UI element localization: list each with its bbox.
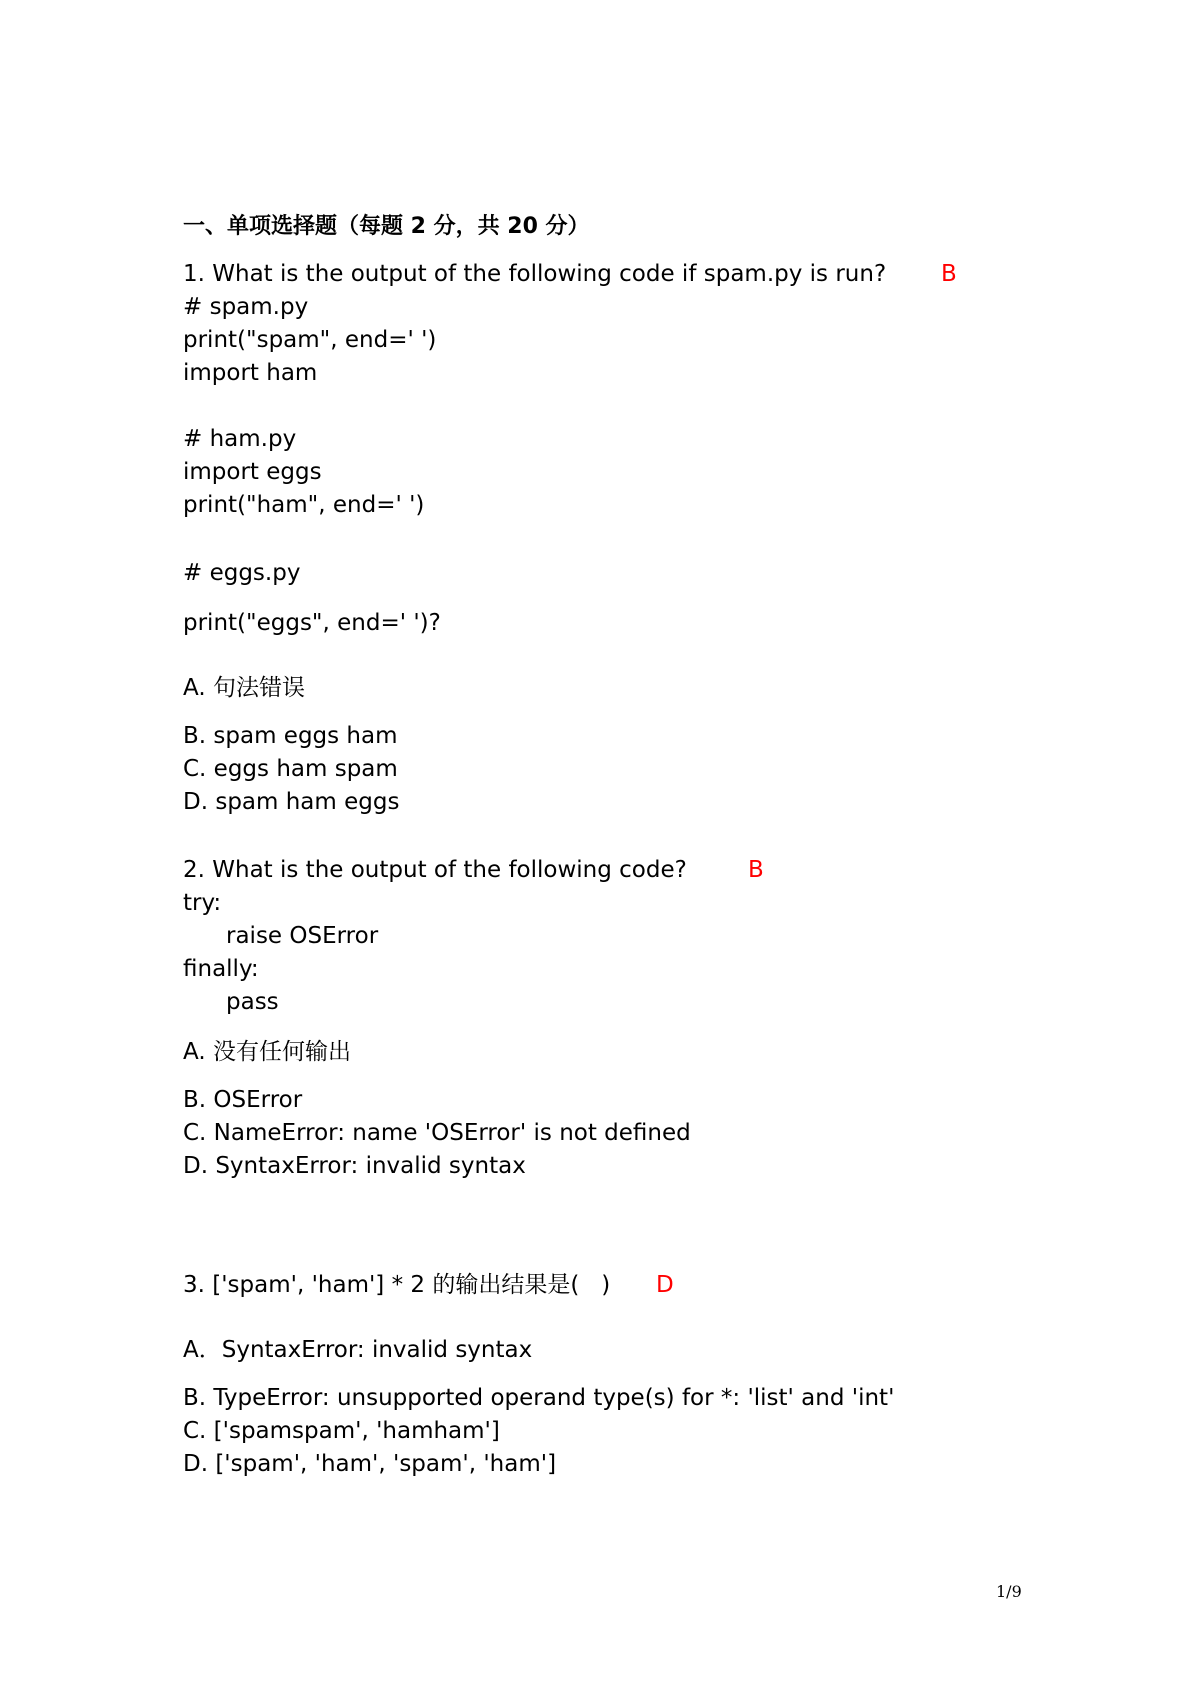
section-title: 一、单项选择题（每题 2 分，共 20 分） <box>183 214 590 239</box>
question-2-option-a: A. 没有任何输出 <box>183 1039 351 1065</box>
question-1-code-line: import ham <box>183 360 318 386</box>
question-2-prompt: 2. What is the output of the following code? <box>183 857 687 883</box>
question-1-option-c: C. eggs ham spam <box>183 756 398 782</box>
question-3-prompt: 3. ['spam', 'ham'] * 2 的输出结果是( ) <box>183 1272 611 1298</box>
question-2-answer: B <box>748 857 764 883</box>
question-2-code-line: pass <box>226 989 279 1015</box>
question-1-answer: B <box>941 261 957 287</box>
question-1-code-line: # spam.py <box>183 294 309 320</box>
question-1-prompt: 1. What is the output of the following code if spam.py is run? <box>183 261 887 287</box>
question-2-option-c: C. NameError: name 'OSError' is not defined <box>183 1120 691 1146</box>
question-3-option-c: C. ['spamspam', 'hamham'] <box>183 1418 500 1444</box>
question-3-option-b: B. TypeError: unsupported operand type(s) for *: 'list' and 'int' <box>183 1385 895 1411</box>
question-1-option-b: B. spam eggs ham <box>183 723 398 749</box>
question-2-code-line: try: <box>183 890 222 916</box>
question-2-code-line: finally: <box>183 956 259 982</box>
question-1-code-line: # eggs.py <box>183 560 301 586</box>
question-3-option-d: D. ['spam', 'ham', 'spam', 'ham'] <box>183 1451 557 1477</box>
question-3-option-a: A．SyntaxError: invalid syntax <box>183 1337 533 1363</box>
question-1-code-line: print("ham", end=' ') <box>183 492 425 518</box>
question-3-answer: D <box>656 1272 674 1298</box>
question-1-code-line: print("eggs", end=' ')? <box>183 610 441 636</box>
page-number: 1/9 <box>996 1582 1022 1601</box>
question-1-option-a: A. 句法错误 <box>183 675 305 701</box>
question-1-option-d: D. spam ham eggs <box>183 789 400 815</box>
question-1-code-line: # ham.py <box>183 426 297 452</box>
question-1-code-line: import eggs <box>183 459 322 485</box>
question-1-code-line: print("spam", end=' ') <box>183 327 437 353</box>
question-2-option-b: B. OSError <box>183 1087 303 1113</box>
question-2-option-d: D. SyntaxError: invalid syntax <box>183 1153 526 1179</box>
question-2-code-line: raise OSError <box>226 923 379 949</box>
